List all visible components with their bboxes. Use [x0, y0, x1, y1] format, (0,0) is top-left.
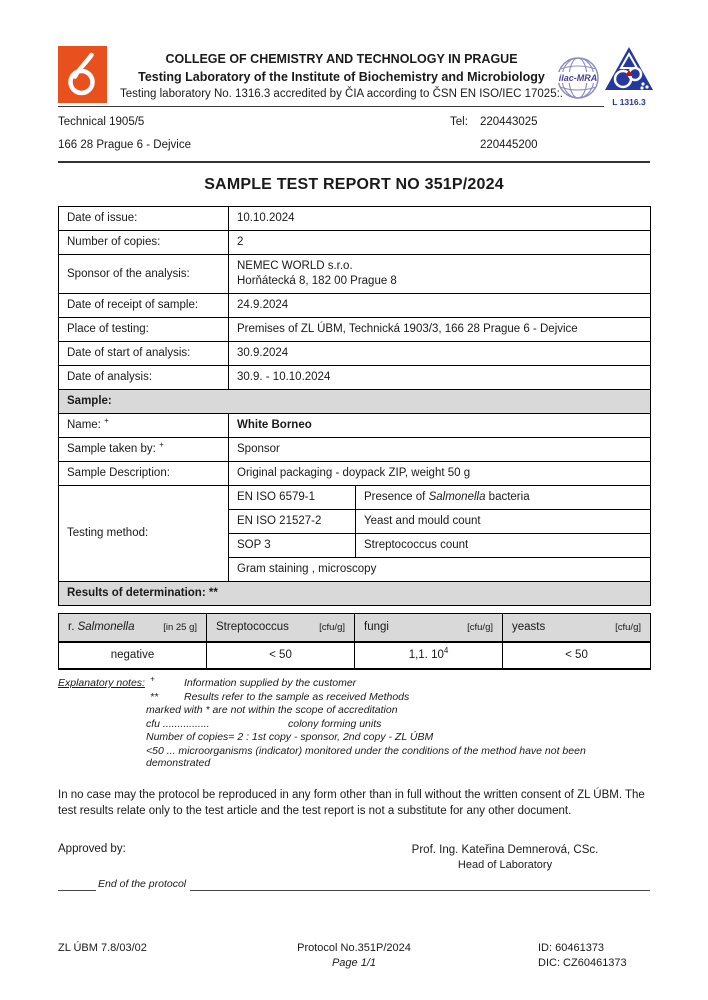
ilac-mra-logo-icon: [552, 52, 604, 104]
sponsor-address: Horňátecká 8, 182 00 Prague 8: [237, 275, 397, 287]
sample-section-header: Sample:: [59, 390, 651, 414]
yeasts-result: < 50: [503, 642, 651, 669]
field-value: 10.10.2024: [229, 207, 651, 231]
testing-method-label: Testing method:: [59, 486, 229, 582]
note-line: Number of copies= 2 : 1st copy - sponsor, 2nd copy - ZL ÚBM: [146, 731, 434, 743]
cia-accreditation-number: L 1316.3: [612, 97, 646, 107]
footer-ids: [460, 941, 650, 971]
note-line: ** Results refer to the sample as received Methods: [150, 690, 410, 703]
footer-form-code: ZL ÚBM 7.8/03/02: [58, 941, 147, 954]
table-row: [59, 414, 651, 438]
signature-line-long: [190, 879, 650, 891]
results-table: [58, 613, 651, 670]
page-footer: [58, 941, 650, 971]
sample-name: White Borneo: [229, 414, 651, 438]
report-title: SAMPLE TEST REPORT NO 351P/2024: [204, 176, 504, 193]
result-column-salmonella: r. Salmonella [in 25 g]: [59, 614, 207, 643]
method-extra: Gram staining , microscopy: [229, 558, 651, 582]
table-row: [59, 207, 651, 231]
flask-icon: [58, 46, 107, 103]
field-label: Date of start of analysis:: [59, 342, 229, 366]
accreditation-line: Testing laboratory No. 1316.3 accredited by ČIA according to ČSN EN ISO/IEC 17025:.: [120, 88, 563, 100]
field-label: Sample taken by: +: [59, 438, 229, 462]
field-value: 30.9. - 10.10.2024: [229, 366, 651, 390]
result-column-yeasts: yeasts [cfu/g]: [503, 614, 651, 643]
method-code: SOP 3: [229, 534, 356, 558]
results-value-row: [59, 642, 651, 669]
table-row: [59, 294, 651, 318]
field-value: 2: [229, 231, 651, 255]
cia-accreditation-logo: [604, 46, 654, 107]
method-description: Presence of Salmonella bacteria: [356, 486, 651, 510]
table-row: [59, 231, 651, 255]
field-label: Name: +: [59, 414, 229, 438]
company-id: ID: 60461373: [538, 941, 605, 954]
table-row: [59, 255, 651, 294]
sponsor-name: NEMEC WORLD s.r.o.: [237, 260, 353, 272]
accreditation-badges: [552, 46, 654, 107]
method-description: Yeast and mould count: [356, 510, 651, 534]
address-block: [58, 107, 650, 159]
table-row: [59, 342, 651, 366]
field-label: Place of testing:: [59, 318, 229, 342]
tel-label: Tel:: [450, 116, 468, 128]
svg-text:ilac-MRA: ilac-MRA: [558, 73, 598, 83]
notes-body: [146, 674, 650, 770]
results-header-row: [59, 614, 651, 643]
explanatory-notes: [58, 674, 650, 770]
salmonella-result: negative: [59, 642, 207, 669]
field-value: Original packaging - doypack ZIP, weight 50 g: [229, 462, 651, 486]
note-line: <50 ... microorganisms (indicator) monitored under the conditions of the method have not been demonstrated: [146, 744, 586, 769]
field-label: Date of receipt of sample:: [59, 294, 229, 318]
field-label: Number of copies:: [59, 231, 229, 255]
organization-name: COLLEGE OF CHEMISTRY AND TECHNOLOGY IN PRAGUE: [165, 52, 518, 66]
phone-number-1: 220443025: [480, 116, 538, 128]
method-description: Streptococcus count: [356, 534, 651, 558]
note-line: cfu ................ colony forming units: [146, 717, 382, 730]
method-code: EN ISO 21527-2: [229, 510, 356, 534]
approver-name: Prof. Ing. Kateřina Demnerová, CSc.: [411, 843, 599, 856]
disclaimer-paragraph: In no case may the protocol be reproduced in any form other than in full without the written consent of ZL ÚBM. The test results relate only to the test article and the test report is not a substitute for any other document.: [58, 788, 645, 817]
approved-by-label: Approved by:: [58, 842, 126, 855]
section-header-row: [59, 390, 651, 414]
results-section-header: Results of determination: **: [59, 582, 651, 606]
cia-triangle-icon: [604, 46, 654, 92]
approver-block: [375, 843, 635, 873]
table-row: [59, 366, 651, 390]
streptococcus-result: < 50: [207, 642, 355, 669]
city-address: 166 28 Prague 6 - Dejvice: [58, 139, 191, 151]
end-of-protocol-line: [58, 878, 650, 891]
field-value: [229, 255, 651, 294]
end-of-protocol-text: End of the protocol: [98, 877, 187, 890]
laboratory-name: Testing Laboratory of the Institute of Biochemistry and Microbiology: [138, 70, 545, 84]
table-row: [59, 486, 651, 510]
page-number: Page 1/1: [331, 956, 377, 969]
field-value: 30.9.2024: [229, 342, 651, 366]
field-label: Sponsor of the analysis:: [59, 255, 229, 294]
table-row: [59, 462, 651, 486]
fungi-result: 1,1. $10^4$: [355, 642, 503, 669]
notes-label: Explanatory notes:: [58, 677, 145, 689]
signature-line-short: [58, 879, 96, 891]
approver-role: Head of Laboratory: [457, 858, 553, 871]
field-value: Premises of ZL ÚBM, Technická 1903/3, 166 28 Prague 6 - Dejvice: [229, 318, 651, 342]
street-address: Technical 1905/5: [58, 116, 145, 128]
field-value: 24.9.2024: [229, 294, 651, 318]
field-value: Sponsor: [229, 438, 651, 462]
result-column-fungi: fungi [cfu/g]: [355, 614, 503, 643]
method-code: EN ISO 6579-1: [229, 486, 356, 510]
field-label: Date of issue:: [59, 207, 229, 231]
protocol-number: Protocol No.351P/2024: [297, 941, 411, 954]
approval-block: [58, 843, 650, 873]
report-info-table: [58, 206, 651, 606]
footer-protocol: [248, 941, 460, 971]
table-row: [59, 318, 651, 342]
field-label: Sample Description:: [59, 462, 229, 486]
company-dic: DIC: CZ60461373: [538, 956, 627, 969]
uct-prague-logo: [58, 46, 107, 103]
table-row: [59, 438, 651, 462]
result-column-streptococcus: Streptococcus [cfu/g]: [207, 614, 355, 643]
document-header: [58, 46, 650, 107]
address-divider: [58, 161, 650, 163]
note-line: marked with * are not within the scope of accreditation: [146, 704, 398, 716]
phone-number-2: 220445200: [480, 139, 538, 151]
section-header-row: [59, 582, 651, 606]
note-line: + Information supplied by the customer: [150, 674, 357, 689]
field-label: Date of analysis:: [59, 366, 229, 390]
